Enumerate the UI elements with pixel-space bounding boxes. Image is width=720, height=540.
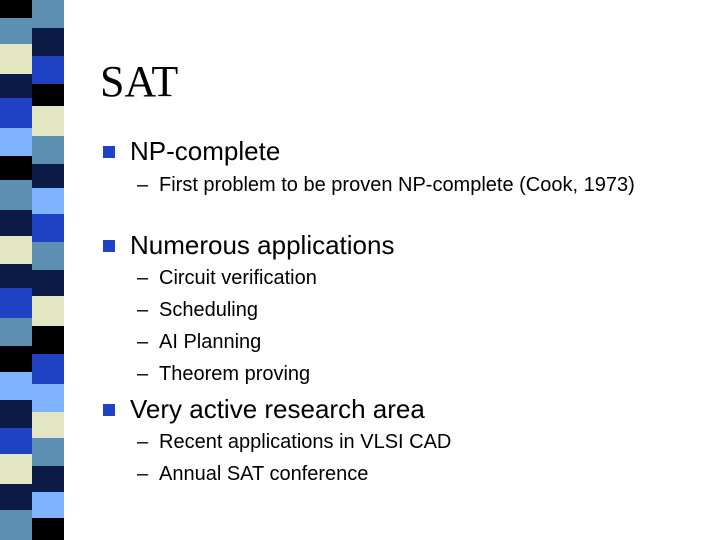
stripe-block xyxy=(32,84,64,106)
stripe-block xyxy=(0,372,32,400)
stripe-block xyxy=(0,318,32,346)
stripe-block xyxy=(0,236,32,264)
dash-icon: – xyxy=(137,267,149,289)
decorative-stripe xyxy=(0,0,64,540)
bullet-item-3: Very active research area xyxy=(130,394,425,424)
stripe-block xyxy=(0,428,32,454)
dash-icon: – xyxy=(137,431,149,453)
stripe-block xyxy=(0,74,32,98)
stripe-block xyxy=(32,164,64,188)
sub-item-3-2: Annual SAT conference xyxy=(159,463,369,485)
dash-icon: – xyxy=(137,174,149,196)
stripe-block xyxy=(32,438,64,466)
stripe-block xyxy=(0,210,32,236)
stripe-block xyxy=(32,518,64,540)
stripe-block xyxy=(0,128,32,156)
stripe-block xyxy=(0,454,32,484)
dash-icon: – xyxy=(137,331,149,353)
bullet-square-icon xyxy=(103,240,115,252)
sub-item-2-4: Theorem proving xyxy=(159,363,311,385)
sub-item-3-1: Recent applications in VLSI CAD xyxy=(159,431,452,453)
stripe-block xyxy=(0,44,32,74)
bullet-square-icon xyxy=(103,404,115,416)
sub-item-2-3: AI Planning xyxy=(159,331,262,353)
stripe-block xyxy=(0,264,32,288)
stripe-block xyxy=(32,56,64,84)
dash-icon: – xyxy=(137,299,149,321)
stripe-block xyxy=(32,214,64,242)
stripe-block xyxy=(0,18,32,44)
stripe-block xyxy=(32,106,64,136)
stripe-block xyxy=(0,180,32,210)
stripe-block xyxy=(32,412,64,438)
dash-icon: – xyxy=(137,463,149,485)
stripe-block xyxy=(32,296,64,326)
stripe-block xyxy=(32,384,64,412)
stripe-block xyxy=(0,400,32,428)
stripe-block xyxy=(32,326,64,354)
sub-item-1-1: First problem to be proven NP-complete (Cook, 1973) xyxy=(159,174,635,196)
dash-icon: – xyxy=(137,363,149,385)
stripe-block xyxy=(0,346,32,372)
bullet-item-2: Numerous applications xyxy=(130,230,395,260)
stripe-block xyxy=(0,0,32,18)
stripe-block xyxy=(32,466,64,492)
sub-item-2-1: Circuit verification xyxy=(159,267,317,289)
bullet-item-1: NP-complete xyxy=(130,136,281,166)
stripe-block xyxy=(0,288,32,318)
sub-item-2-2: Scheduling xyxy=(159,299,258,321)
stripe-block xyxy=(0,510,32,540)
stripe-block xyxy=(32,270,64,296)
stripe-block xyxy=(0,156,32,180)
stripe-block xyxy=(0,98,32,128)
stripe-block xyxy=(32,188,64,214)
stripe-block xyxy=(32,28,64,56)
stripe-block xyxy=(32,136,64,164)
stripe-block xyxy=(0,484,32,510)
stripe-block xyxy=(32,492,64,518)
stripe-block xyxy=(32,242,64,270)
stripe-block xyxy=(32,354,64,384)
slide-title: SAT xyxy=(100,57,179,106)
bullet-square-icon xyxy=(103,146,115,158)
stripe-block xyxy=(32,0,64,28)
